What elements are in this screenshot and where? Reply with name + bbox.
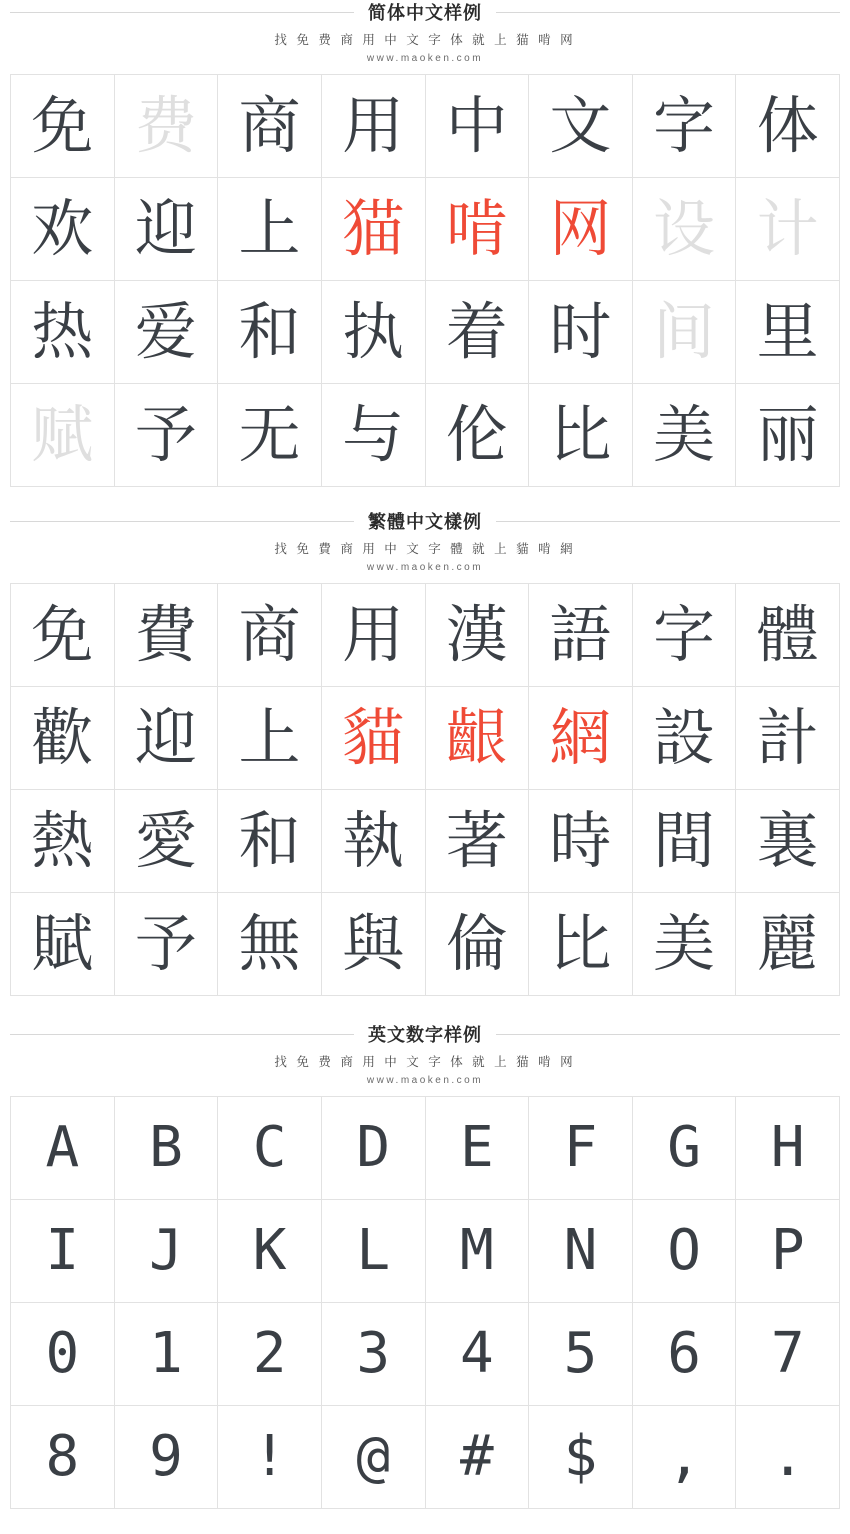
glyph-cell: 予 (115, 384, 219, 487)
header-rule-left (10, 12, 354, 13)
glyph-cell: 倫 (426, 893, 530, 996)
glyph-cell: 7 (736, 1303, 840, 1406)
glyph-cell: 商 (218, 584, 322, 687)
glyph-cell: 用 (322, 75, 426, 178)
section-url: www.maoken.com (366, 1075, 484, 1086)
glyph-cell: 網 (529, 687, 633, 790)
glyph-cell: O (633, 1200, 737, 1303)
section-subtitle: 找 免 费 商 用 中 文 字 体 就 上 猫 啃 网 (274, 1055, 576, 1069)
glyph-cell: 免 (11, 584, 115, 687)
header-rule-left (10, 1034, 354, 1035)
glyph-cell: 1 (115, 1303, 219, 1406)
glyph-cell: 8 (11, 1406, 115, 1509)
glyph-cell: 迎 (115, 178, 219, 281)
glyph-cell: B (115, 1097, 219, 1200)
glyph-cell: 计 (736, 178, 840, 281)
glyph-cell: 漢 (426, 584, 530, 687)
glyph-cell: J (115, 1200, 219, 1303)
glyph-grid (10, 74, 840, 487)
glyph-cell: 网 (529, 178, 633, 281)
glyph-cell: 文 (529, 75, 633, 178)
glyph-cell: 6 (633, 1303, 737, 1406)
glyph-grid (10, 583, 840, 996)
glyph-cell: 體 (736, 584, 840, 687)
header-rule-left (10, 521, 354, 522)
glyph-cell: 无 (218, 384, 322, 487)
glyph-cell: 愛 (115, 790, 219, 893)
glyph-cell: C (218, 1097, 322, 1200)
glyph-cell: 字 (633, 75, 737, 178)
glyph-cell: 执 (322, 281, 426, 384)
glyph-cell: 啃 (426, 178, 530, 281)
glyph-cell: 伦 (426, 384, 530, 487)
glyph-cell: 间 (633, 281, 737, 384)
glyph-cell: 0 (11, 1303, 115, 1406)
glyph-cell: ! (218, 1406, 322, 1509)
glyph-cell: 上 (218, 687, 322, 790)
glyph-cell: 予 (115, 893, 219, 996)
glyph-cell: 上 (218, 178, 322, 281)
specimen-section (0, 1022, 850, 1509)
glyph-cell: N (529, 1200, 633, 1303)
glyph-cell: D (322, 1097, 426, 1200)
section-header (0, 0, 850, 24)
glyph-cell: . (736, 1406, 840, 1509)
glyph-cell: L (322, 1200, 426, 1303)
glyph-cell: 歡 (11, 687, 115, 790)
glyph-cell: 時 (529, 790, 633, 893)
glyph-cell: 和 (218, 281, 322, 384)
glyph-cell: @ (322, 1406, 426, 1509)
glyph-cell: 9 (115, 1406, 219, 1509)
glyph-cell: 2 (218, 1303, 322, 1406)
glyph-cell: 著 (426, 790, 530, 893)
section-subtitle: 找 免 費 商 用 中 文 字 體 就 上 貓 啃 網 (274, 542, 576, 556)
glyph-cell: 时 (529, 281, 633, 384)
glyph-cell: 热 (11, 281, 115, 384)
glyph-cell: 商 (218, 75, 322, 178)
glyph-cell: K (218, 1200, 322, 1303)
glyph-cell: E (426, 1097, 530, 1200)
glyph-cell: F (529, 1097, 633, 1200)
glyph-cell: 赋 (11, 384, 115, 487)
glyph-cell: $ (529, 1406, 633, 1509)
section-title: 简体中文样例 (368, 3, 482, 23)
section-subtitle: 找 免 费 商 用 中 文 字 体 就 上 猫 啃 网 (274, 33, 576, 47)
glyph-cell: 丽 (736, 384, 840, 487)
glyph-cell: 迎 (115, 687, 219, 790)
section-url: www.maoken.com (366, 53, 484, 64)
glyph-cell: G (633, 1097, 737, 1200)
glyph-cell: 设 (633, 178, 737, 281)
glyph-cell: 字 (633, 584, 737, 687)
glyph-cell: 語 (529, 584, 633, 687)
glyph-cell: # (426, 1406, 530, 1509)
glyph-cell: 5 (529, 1303, 633, 1406)
section-header (0, 509, 850, 533)
header-rule-right (496, 12, 840, 13)
glyph-grid (10, 1096, 840, 1509)
glyph-cell: , (633, 1406, 737, 1509)
glyph-cell: H (736, 1097, 840, 1200)
glyph-cell: 執 (322, 790, 426, 893)
glyph-cell: 齦 (426, 687, 530, 790)
glyph-cell: 設 (633, 687, 737, 790)
section-header (0, 1022, 850, 1046)
section-url: www.maoken.com (366, 562, 484, 573)
glyph-cell: 欢 (11, 178, 115, 281)
glyph-cell: 体 (736, 75, 840, 178)
specimen-section (0, 509, 850, 996)
specimen-section (0, 0, 850, 487)
glyph-cell: 里 (736, 281, 840, 384)
glyph-cell: 裏 (736, 790, 840, 893)
glyph-cell: A (11, 1097, 115, 1200)
glyph-cell: 費 (115, 584, 219, 687)
glyph-cell: 3 (322, 1303, 426, 1406)
glyph-cell: 與 (322, 893, 426, 996)
glyph-cell: 着 (426, 281, 530, 384)
glyph-cell: 麗 (736, 893, 840, 996)
glyph-cell: 貓 (322, 687, 426, 790)
glyph-cell: P (736, 1200, 840, 1303)
glyph-cell: M (426, 1200, 530, 1303)
glyph-cell: 4 (426, 1303, 530, 1406)
glyph-cell: 用 (322, 584, 426, 687)
glyph-cell: 美 (633, 893, 737, 996)
glyph-cell: 猫 (322, 178, 426, 281)
section-title: 繁體中文樣例 (368, 512, 482, 532)
glyph-cell: 与 (322, 384, 426, 487)
glyph-cell: 計 (736, 687, 840, 790)
header-rule-right (496, 1034, 840, 1035)
header-rule-right (496, 521, 840, 522)
glyph-cell: 無 (218, 893, 322, 996)
glyph-cell: 免 (11, 75, 115, 178)
glyph-cell: 比 (529, 384, 633, 487)
glyph-cell: 美 (633, 384, 737, 487)
glyph-cell: I (11, 1200, 115, 1303)
section-title: 英文数字样例 (368, 1025, 482, 1045)
glyph-cell: 中 (426, 75, 530, 178)
glyph-cell: 费 (115, 75, 219, 178)
glyph-cell: 比 (529, 893, 633, 996)
glyph-cell: 熱 (11, 790, 115, 893)
glyph-cell: 間 (633, 790, 737, 893)
glyph-cell: 和 (218, 790, 322, 893)
glyph-cell: 爱 (115, 281, 219, 384)
glyph-cell: 賦 (11, 893, 115, 996)
